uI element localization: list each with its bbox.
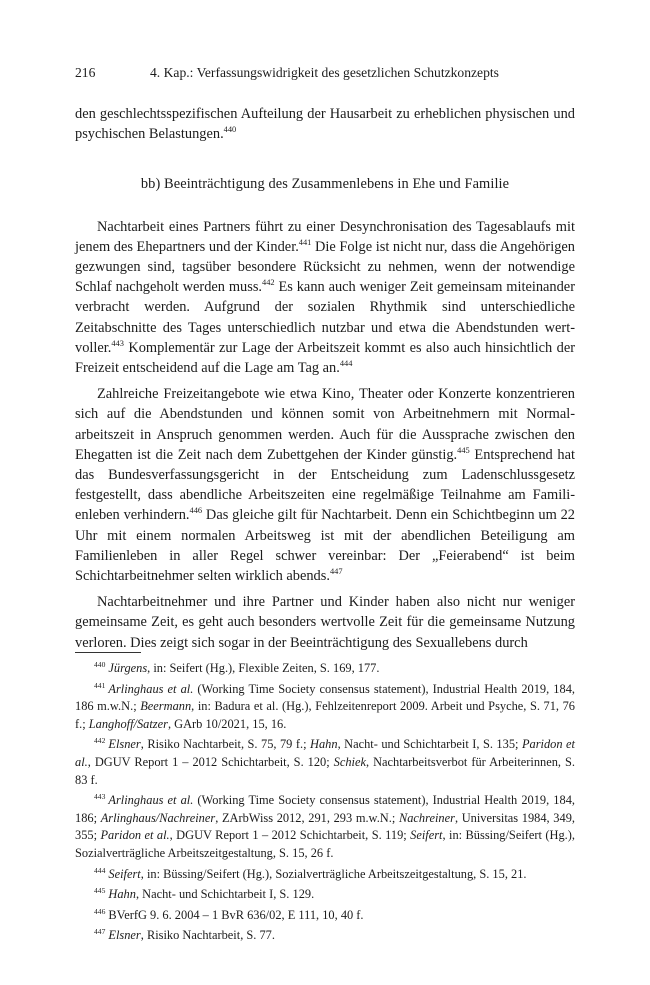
author-name: Jürgens [108,661,148,675]
footnote-number: 444 [94,865,106,875]
footnote-ref[interactable]: 447 [329,567,343,577]
footnotes [75,660,575,948]
author-name: Arlinghaus et al. [108,793,194,808]
footnote-ref[interactable]: 440 [223,125,237,135]
footnote-443 [75,792,575,862]
citation-text: , in: Badura et al. (Hg.), Fehlzeitenreport 2009. Arbeit und Psyche, S. 71, 76 f.; [75,699,576,731]
author-name: Elsner [108,737,141,752]
footnote-separator [75,652,141,653]
citation-text: , DGUV Report 1 – 2012 Schichtarbeit, S. 119; [169,828,411,843]
footnote-number: 443 [94,792,106,802]
paragraph-text: Das gleiche gilt für Nachtarbeit. Denn ein Schichtbeginn um 22 Uhr mit einem normalen Arbeitsweg ist mit der abendlichen Beteiligung am Familienleben in aller Regel schwer vereinbar: Der „Feierabend“ ist beim Schichtarbeitnehmer selten wirklich abends. [75,507,575,585]
paragraph [75,384,575,586]
paragraph [75,217,575,379]
footnote-445 [75,886,575,904]
paragraph-continued [75,104,575,144]
author-name: Elsner [108,928,141,943]
paragraph-text: Die Folge ist nicht nur, dass die Angehörigen gezwungen sind, tagsüber besondere Rücksicht zu nehmen, wenn der notwendige Schlaf nachgeholt werden muss. [75,238,575,296]
footnote-number: 441 [94,680,106,690]
citation-text: , Risiko Nachtarbeit, S. 75, 79 f.; [140,737,311,752]
author-name: Paridon et al. [75,737,575,769]
footnote-440 [75,660,575,678]
footnote-442 [75,736,575,789]
author-name: Paridon et al. [100,828,170,843]
author-name: Langhoff/Satzer [88,716,168,731]
paragraph-text: den geschlechtsspezifischen Aufteilung der Hausarbeit zu erheblichen physischen und psychischen Belastungen. [75,106,575,143]
citation-text: , Nacht- und Schichtarbeit I, S. 129. [135,887,315,902]
footnote-446 [75,907,575,925]
footnote-ref[interactable]: 443 [111,338,124,348]
citation-text: , Risiko Nachtarbeit, S. 77. [140,928,275,943]
page-number: 216 [75,65,96,80]
paragraph-text: Nachtarbeitnehmer und ihre Partner und Kinder haben also nicht nur weniger gemeinsame Zeit, es geht auch besonders wertvolle Zeit für die gemeinsame Nutzung verloren. Dies zeigt sich sogar in der Beeinträchtigung des Sexuallebens durch [75,594,575,651]
author-name: Schiek [333,754,367,769]
author-name: Seifert [410,828,443,843]
footnote-ref[interactable]: 445 [457,445,470,455]
citation-text: , ZArbWiss 2012, 291, 293 m.w.N.; [215,810,399,825]
footnote-number: 447 [94,927,106,937]
footnote-ref[interactable]: 444 [339,359,353,369]
citation-text: , in: Büssing/Seifert (Hg.), Sozialverträgliche Arbeitszeitgestaltung, S. 15, 26 f. [75,828,575,860]
footnote-number: 442 [94,736,106,746]
citation-text: , Universitas 1984, 349, 355; [75,810,575,843]
footnote-441 [75,681,575,734]
citation-text: , in: Büssing/Seifert (Hg.), Sozialverträgliche Arbeitszeitgestaltung, S. 15, 21. [140,866,527,881]
citation-text: , GArb 10/2021, 15, 16. [167,716,287,731]
footnote-ref[interactable]: 446 [189,506,203,516]
main-text [75,104,575,653]
citation-text: (Working Time Society consensus statement), Industrial Health 2019, 184, 186; [75,793,575,825]
author-name: Hahn [310,737,338,752]
running-title: 4. Kap.: Verfassungswidrigkeit des gesetzlichen Schutzkonzepts [150,65,499,80]
section-heading: bb) Beeinträchtigung des Zusammenlebens in Ehe und Familie [140,176,510,193]
footnote-444 [75,866,575,884]
footnote-number: 446 [94,906,106,916]
author-name: Arlinghaus/Nachreiner [100,810,216,825]
author-name: Nachreiner [398,810,455,825]
footnote-447 [75,927,575,945]
paragraph-text: Zahlreiche Freizeitangebote wie etwa Kino, Theater oder Konzerte konzentrieren sich auf die Abendstunden und können somit von Arbeitnehmern mit Normalarbeitszeit in Anspruch genommen werden. Auch für die Aussprache zwischen den Ehegatten ist die Zeit nach dem Zubettgehen der Kinder günstig. [75,386,575,463]
author-name: Hahn [108,887,136,902]
citation-text: BVerfG 9. 6. 2004 – 1 BvR 636/02, E 111, 10, 40 f. [108,907,364,922]
footnote-number: 440 [94,660,106,669]
citation-text: , in: Seifert (Hg.), Flexible Zeiten, S. 169, 177. [147,661,380,675]
citation-text: , DGUV Report 1 – 2012 Schichtarbeit, S. 120; [87,754,334,769]
paragraph-text: Nachtarbeit eines Partners führt zu einer Desynchronisation des Tagesablaufs mit jenem des Ehepartners und der Kinder. [75,218,575,255]
footnote-ref[interactable]: 441 [298,237,312,247]
paragraph-text: Es kann auch weniger Zeit gemeinsam miteinander verbracht werden. Aufgrund der sozialen Rhythmik sind unterschiedliche Zeitabschnitte des Tages unterschiedlich nutzbar und etwa die Abendstunden wertvoller. [75,279,575,356]
author-name: Seifert [108,866,141,881]
citation-text: , Nachtarbeitsverbot für Arbeiterinnen, S. 83 f. [75,754,575,787]
author-name: Beermann [140,699,192,714]
paragraph [75,592,575,653]
paragraph-text: Entsprechend hat das Bundesverfassungsgericht in der Entscheidung zum Ladenschlussgesetz festgestellt, dass abendliche Arbeitszeiten eine regelmäßige Teilnahme am Familienleben verhindern. [75,446,575,524]
footnote-ref[interactable]: 442 [262,278,275,288]
citation-text: (Working Time Society consensus statement), Industrial Health 2019, 184, 186 m.w.N.; [75,681,575,714]
citation-text: , Nacht- und Schichtarbeit I, S. 135; [337,737,522,752]
author-name: Arlinghaus et al. [108,681,194,696]
paragraph-text: Komplementär zur Lage der Arbeitszeit kommt es also auch hinsichtlich der Freizeit entscheidend auf die Lage am Tag an. [75,339,575,377]
footnote-number: 445 [94,886,106,896]
